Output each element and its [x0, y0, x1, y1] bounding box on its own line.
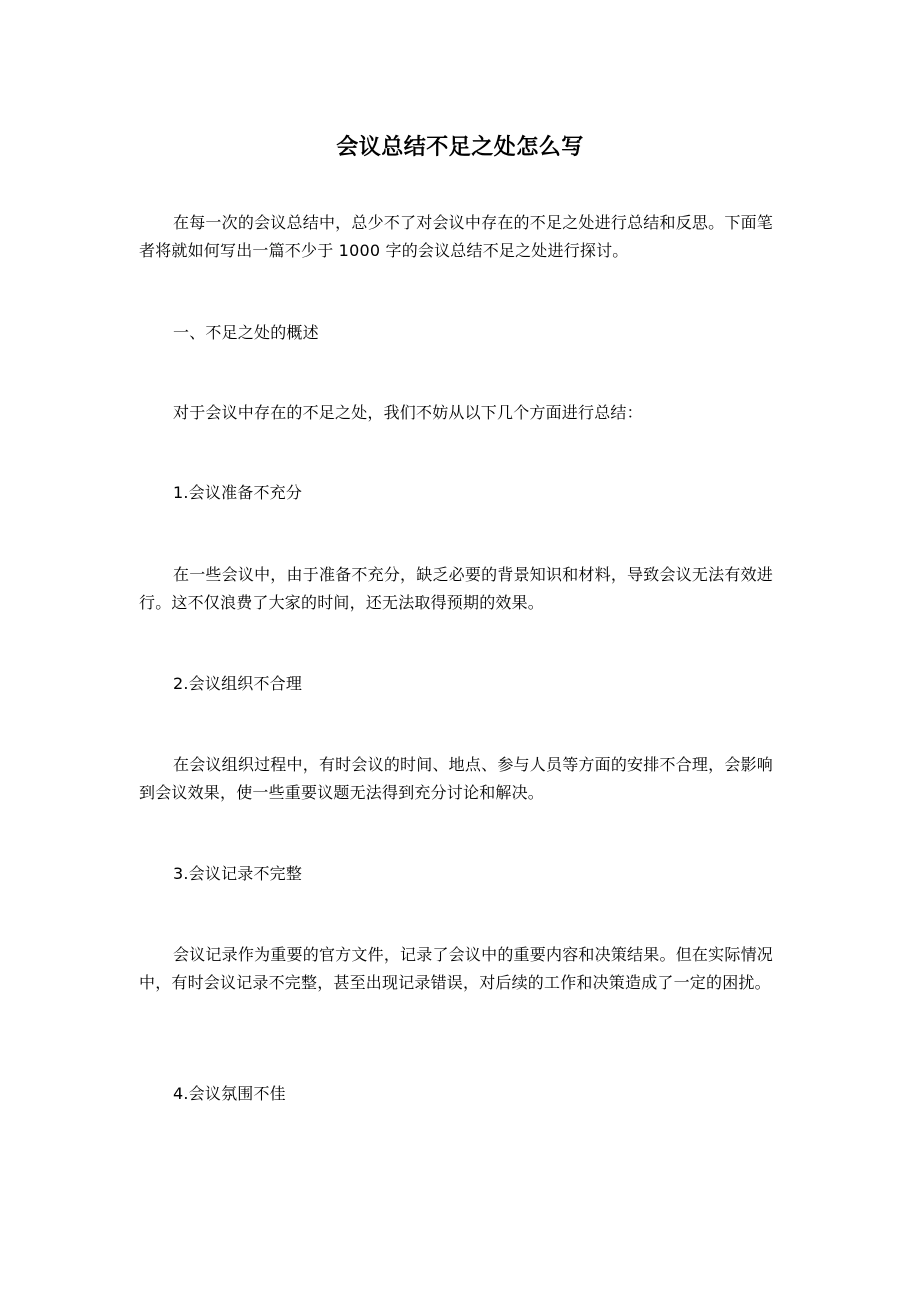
- item-heading-3: 3.会议记录不完整: [173, 864, 303, 883]
- section-heading-overview: 一、不足之处的概述: [173, 323, 319, 342]
- item-body-1: 在一些会议中，由于准备不充分，缺乏必要的背景知识和材料，导致会议无法有效进行。这不仅浪费了大家的时间，还无法取得预期的效果。: [139, 565, 773, 612]
- item-body-2: 在会议组织过程中，有时会议的时间、地点、参与人员等方面的安排不合理，会影响到会议效果，使一些重要议题无法得到充分讨论和解决。: [139, 755, 773, 802]
- item-heading-4: 4.会议氛围不佳: [173, 1084, 286, 1103]
- overview-lead-paragraph: 对于会议中存在的不足之处，我们不妨从以下几个方面进行总结：: [173, 403, 643, 422]
- item-heading-1: 1.会议准备不充分: [173, 483, 303, 502]
- document-title: 会议总结不足之处怎么写: [336, 135, 584, 160]
- item-heading-2: 2.会议组织不合理: [173, 674, 303, 693]
- intro-paragraph: 在每一次的会议总结中，总少不了对会议中存在的不足之处进行总结和反思。下面笔者将就如何写出一篇不少于 1000 字的会议总结不足之处进行探讨。: [139, 213, 773, 260]
- item-body-3: 会议记录作为重要的官方文件，记录了会议中的重要内容和决策结果。但在实际情况中，有时会议记录不完整，甚至出现记录错误，对后续的工作和决策造成了一定的困扰。: [139, 945, 773, 992]
